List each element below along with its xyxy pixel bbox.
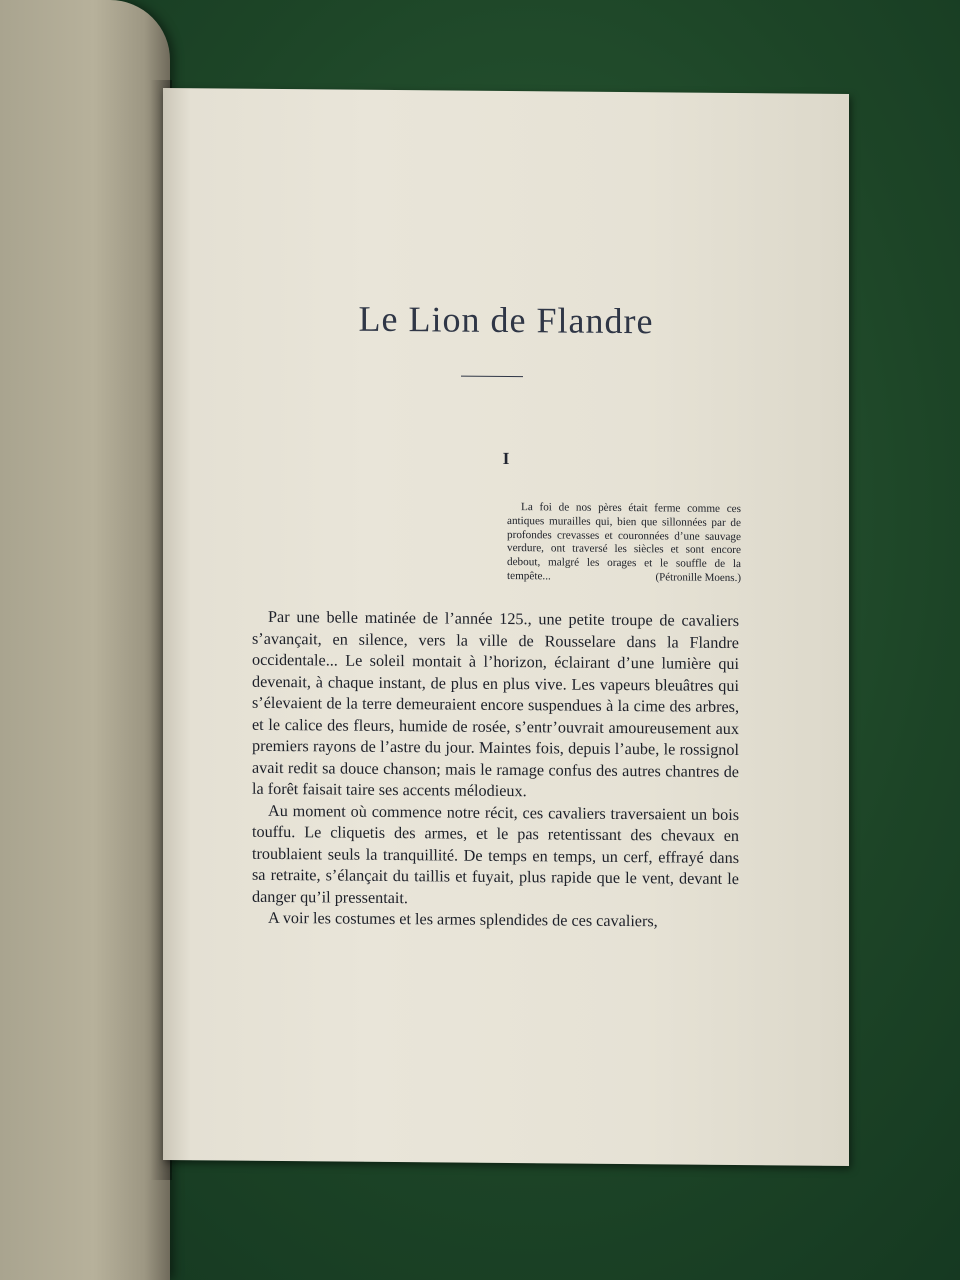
epigraph-text: La foi de nos pères était ferme comme ces antiques murailles qui, bien que sillonnées par de profondes crevasses et couronnées d’une sauvage verdure, ont traversé les siècles et sont encore debout, malgré les orages et le souffle de la tempête... — [507, 501, 741, 583]
left-page — [0, 0, 170, 1280]
book-page — [163, 88, 849, 1166]
page-title: Le Lion de Flandre — [358, 298, 654, 342]
paragraph: A voir les costumes et les armes splendides de ces cavaliers, — [268, 908, 658, 931]
epigraph — [507, 501, 741, 586]
chapter-number: I — [502, 448, 510, 469]
paragraph: Au moment où commence notre récit, ces cavaliers traversaient un bois touffu. Le cliquetis des armes, et le pas retentissant des chevaux en troublaient seuls la tranquillité. De temps en temps, un cerf, effrayé dans sa retraite, s’élançait du taillis et fuyait, plus rapide que le vent, devant le danger qu’il pressentait. — [252, 801, 739, 907]
chapter-body — [252, 607, 739, 934]
epigraph-author: (Pétronille Moens.) — [655, 571, 741, 585]
title-divider — [461, 376, 523, 378]
paragraph: Par une belle matinée de l’année 125., une petite troupe de cavaliers s’avançait, en silence, vers la ville de Rousselare dans la Flandre occidentale... Le soleil montait à l’horizon, éclairant d’une lumière qui devenait, à chaque instant, de plus en plus vive. Les vapeurs bleuâtres qui s’élevaient de la terre demeuraient encore suspendues à la cime des arbres, et le calice des fleurs, humide de rosée, s’entr’ouvrait amoureusement aux premiers rayons de l’astre du jour. Maintes fois, depuis l’aube, le rossignol avait redit sa douce chanson; mais le ramage confus des autres chantres de la forêt faisait taire ses accents mélodieux. — [252, 607, 739, 801]
